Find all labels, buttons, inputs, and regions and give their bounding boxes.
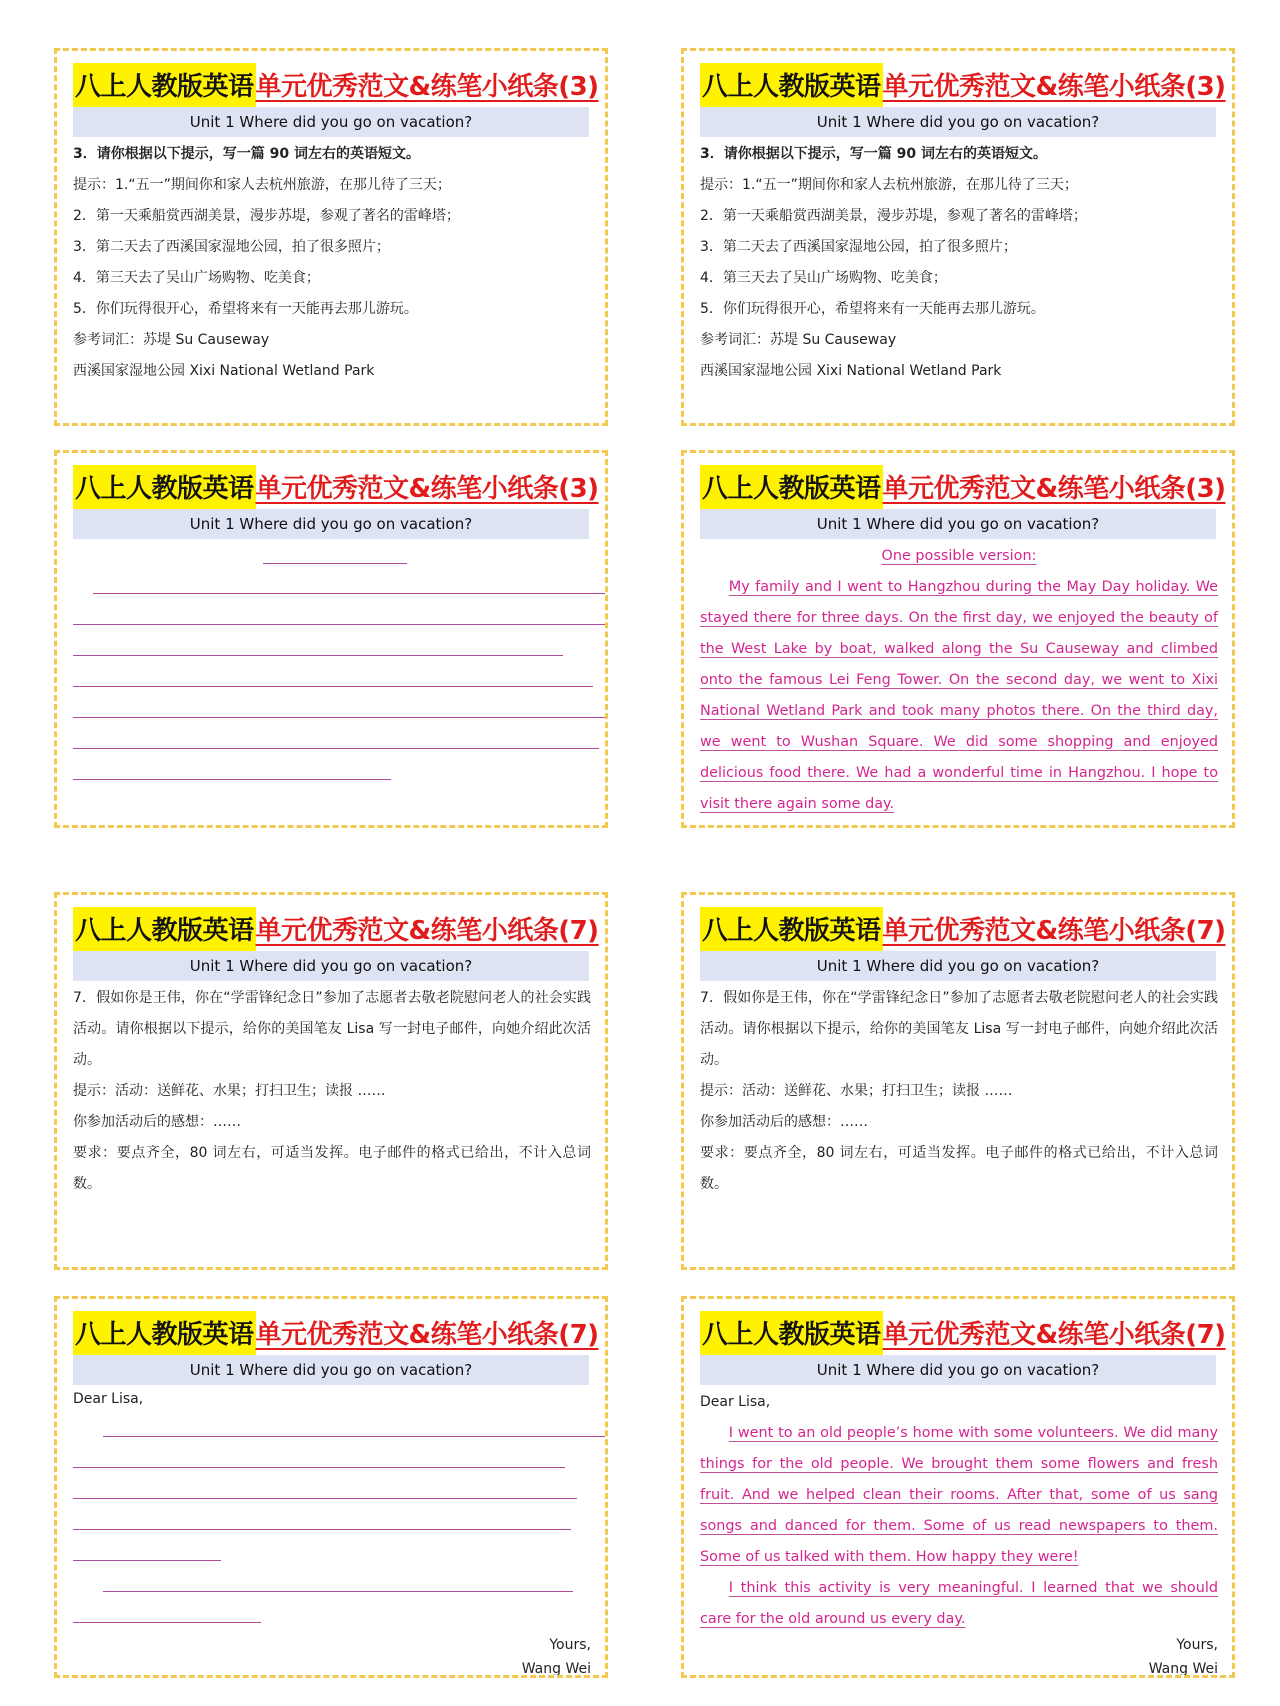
card-title xyxy=(73,465,599,513)
card-task-3-copy xyxy=(681,48,1235,426)
task-hint: 提示：活动：送鲜花、水果；打扫卫生；读报 …… xyxy=(700,1083,1013,1099)
task-body xyxy=(700,983,1218,1200)
unit-banner: Unit 1 Where did you go on vacation? xyxy=(700,951,1216,981)
letter-greeting: Dear Lisa, xyxy=(73,1391,144,1407)
task-line: 3．第二天去了西溪国家湿地公园，拍了很多照片； xyxy=(700,239,1017,255)
card-title xyxy=(73,907,599,955)
essay-text: My family and I went to Hangzhou during the May Day holiday. We stayed there for three days. On the first day, we enjoyed the beauty of the West Lake by boat, walked along the Su Causeway and climbed onto the famous Lei Feng Tower. On the second day, we went to Xixi National Wetland Park and took many photos there. On the third day, we went to Wushan Square. We did some shopping and enjoyed delicious food there. We had a wonderful time in Hangzhou. I hope to visit there again some day. xyxy=(700,579,1218,812)
title-prefix: 八上人教版英语 xyxy=(73,63,256,111)
task-heading: 3．请你根据以下提示，写一篇 90 词左右的英语短文。 xyxy=(73,146,420,162)
card-practice-3 xyxy=(54,450,608,828)
writing-line[interactable] xyxy=(73,1498,577,1499)
writing-line[interactable] xyxy=(73,1529,571,1530)
title-suffix: 单元优秀范文&练笔小纸条(3) xyxy=(882,72,1226,102)
task-line: 西溪国家湿地公园 Xixi National Wetland Park xyxy=(73,363,375,379)
title-suffix: 单元优秀范文&练笔小纸条(3) xyxy=(882,474,1226,504)
task-hint: 提示：活动：送鲜花、水果；打扫卫生；读报 …… xyxy=(73,1083,386,1099)
card-answer-3 xyxy=(681,450,1235,828)
task-line: 2．第一天乘船赏西湖美景，漫步苏堤，参观了著名的雷峰塔； xyxy=(700,208,1087,224)
card-answer-7 xyxy=(681,1296,1235,1678)
card-title xyxy=(700,907,1226,955)
task-line: 4．第三天去了吴山广场购物、吃美食； xyxy=(700,270,947,286)
title-suffix: 单元优秀范文&练笔小纸条(3) xyxy=(255,72,599,102)
title-suffix: 单元优秀范文&练笔小纸条(7) xyxy=(255,916,599,946)
writing-line[interactable] xyxy=(73,1467,565,1468)
task-line: 参考词汇：苏堤 Su Causeway xyxy=(700,332,897,348)
unit-banner: Unit 1 Where did you go on vacation? xyxy=(700,107,1216,137)
card-title xyxy=(700,465,1226,513)
letter-signature: Wang Wei xyxy=(521,1661,591,1677)
title-prefix: 八上人教版英语 xyxy=(700,907,883,955)
title-prefix: 八上人教版英语 xyxy=(700,465,883,513)
model-letter xyxy=(700,1387,1218,1635)
task-line: 提示：1.“五一”期间你和家人去杭州旅游，在那儿待了三天； xyxy=(700,177,1078,193)
card-task-7-copy xyxy=(681,892,1235,1270)
task-line: 4．第三天去了吴山广场购物、吃美食； xyxy=(73,270,320,286)
title-prefix: 八上人教版英语 xyxy=(73,1311,256,1359)
writing-line[interactable] xyxy=(103,1591,573,1592)
letter-closing: Yours, xyxy=(549,1637,591,1653)
task-line: 西溪国家湿地公园 Xixi National Wetland Park xyxy=(700,363,1002,379)
task-line: 5．你们玩得很开心，希望将来有一天能再去那儿游玩。 xyxy=(73,301,418,317)
model-essay xyxy=(700,541,1218,820)
title-prefix: 八上人教版英语 xyxy=(73,465,256,513)
letter-signature: Wang Wei xyxy=(1148,1661,1218,1677)
task-line: 2．第一天乘船赏西湖美景，漫步苏堤，参观了著名的雷峰塔； xyxy=(73,208,460,224)
writing-line[interactable] xyxy=(73,686,593,687)
card-practice-7 xyxy=(54,1296,608,1678)
writing-line[interactable] xyxy=(73,779,391,780)
title-suffix: 单元优秀范文&练笔小纸条(3) xyxy=(255,474,599,504)
task-line: 参考词汇：苏堤 Su Causeway xyxy=(73,332,270,348)
writing-line[interactable] xyxy=(73,624,607,625)
task-line: 5．你们玩得很开心，希望将来有一天能再去那儿游玩。 xyxy=(700,301,1045,317)
writing-line[interactable] xyxy=(73,748,599,749)
task-body xyxy=(700,139,1218,387)
writing-line[interactable] xyxy=(73,1622,261,1623)
writing-line[interactable] xyxy=(73,655,563,656)
task-requirement: 要求：要点齐全，80 词左右，可适当发挥。电子邮件的格式已给出，不计入总词数。 xyxy=(73,1145,591,1192)
unit-banner: Unit 1 Where did you go on vacation? xyxy=(73,107,589,137)
task-line: 提示：1.“五一”期间你和家人去杭州旅游，在那儿待了三天； xyxy=(73,177,451,193)
unit-banner: Unit 1 Where did you go on vacation? xyxy=(700,509,1216,539)
title-suffix: 单元优秀范文&练笔小纸条(7) xyxy=(882,916,1226,946)
writing-line[interactable] xyxy=(73,1560,221,1561)
title-prefix: 八上人教版英语 xyxy=(700,1311,883,1359)
writing-line[interactable] xyxy=(93,593,608,594)
card-title xyxy=(700,63,1226,111)
task-body xyxy=(73,983,591,1200)
card-title xyxy=(73,63,599,111)
task-line: 3．第二天去了西溪国家湿地公园，拍了很多照片； xyxy=(73,239,390,255)
card-title xyxy=(73,1311,599,1359)
letter-paragraph-1: I went to an old people’s home with some volunteers. We did many things for the old people. We brought them some flowers and fresh fruit. And we helped clean their rooms. After that, some of us sang songs and danced for them. Some of us read newspapers to them. Some of us talked with them. How happy they were! xyxy=(700,1425,1218,1565)
card-task-7 xyxy=(54,892,608,1270)
task-feeling: 你参加活动后的感想：…… xyxy=(73,1114,241,1130)
task-paragraph: 7．假如你是王伟，你在“学雷锋纪念日”参加了志愿者去敬老院慰问老人的社会实践活动。请你根据以下提示，给你的美国笔友 Lisa 写一封电子邮件，向她介绍此次活动。 xyxy=(73,990,591,1068)
task-paragraph: 7．假如你是王伟，你在“学雷锋纪念日”参加了志愿者去敬老院慰问老人的社会实践活动。请你根据以下提示，给你的美国笔友 Lisa 写一封电子邮件，向她介绍此次活动。 xyxy=(700,990,1218,1068)
letter-greeting: Dear Lisa, xyxy=(700,1394,771,1410)
title-prefix: 八上人教版英语 xyxy=(73,907,256,955)
title-suffix: 单元优秀范文&练笔小纸条(7) xyxy=(882,1320,1226,1350)
card-task-3 xyxy=(54,48,608,426)
unit-banner: Unit 1 Where did you go on vacation? xyxy=(73,1355,589,1385)
writing-line[interactable] xyxy=(103,1436,607,1437)
letter-closing: Yours, xyxy=(1176,1637,1218,1653)
essay-label: One possible version: xyxy=(881,548,1037,564)
title-suffix: 单元优秀范文&练笔小纸条(7) xyxy=(255,1320,599,1350)
task-body xyxy=(73,139,591,387)
title-prefix: 八上人教版英语 xyxy=(700,63,883,111)
unit-banner: Unit 1 Where did you go on vacation? xyxy=(700,1355,1216,1385)
letter-paragraph-2: I think this activity is very meaningful. I learned that we should care for the old around us every day. xyxy=(700,1580,1218,1627)
card-title xyxy=(700,1311,1226,1359)
unit-banner: Unit 1 Where did you go on vacation? xyxy=(73,509,589,539)
task-feeling: 你参加活动后的感想：…… xyxy=(700,1114,868,1130)
task-heading: 3．请你根据以下提示，写一篇 90 词左右的英语短文。 xyxy=(700,146,1047,162)
unit-banner: Unit 1 Where did you go on vacation? xyxy=(73,951,589,981)
title-blank-line[interactable] xyxy=(263,563,407,564)
task-requirement: 要求：要点齐全，80 词左右，可适当发挥。电子邮件的格式已给出，不计入总词数。 xyxy=(700,1145,1218,1192)
writing-line[interactable] xyxy=(73,717,607,718)
